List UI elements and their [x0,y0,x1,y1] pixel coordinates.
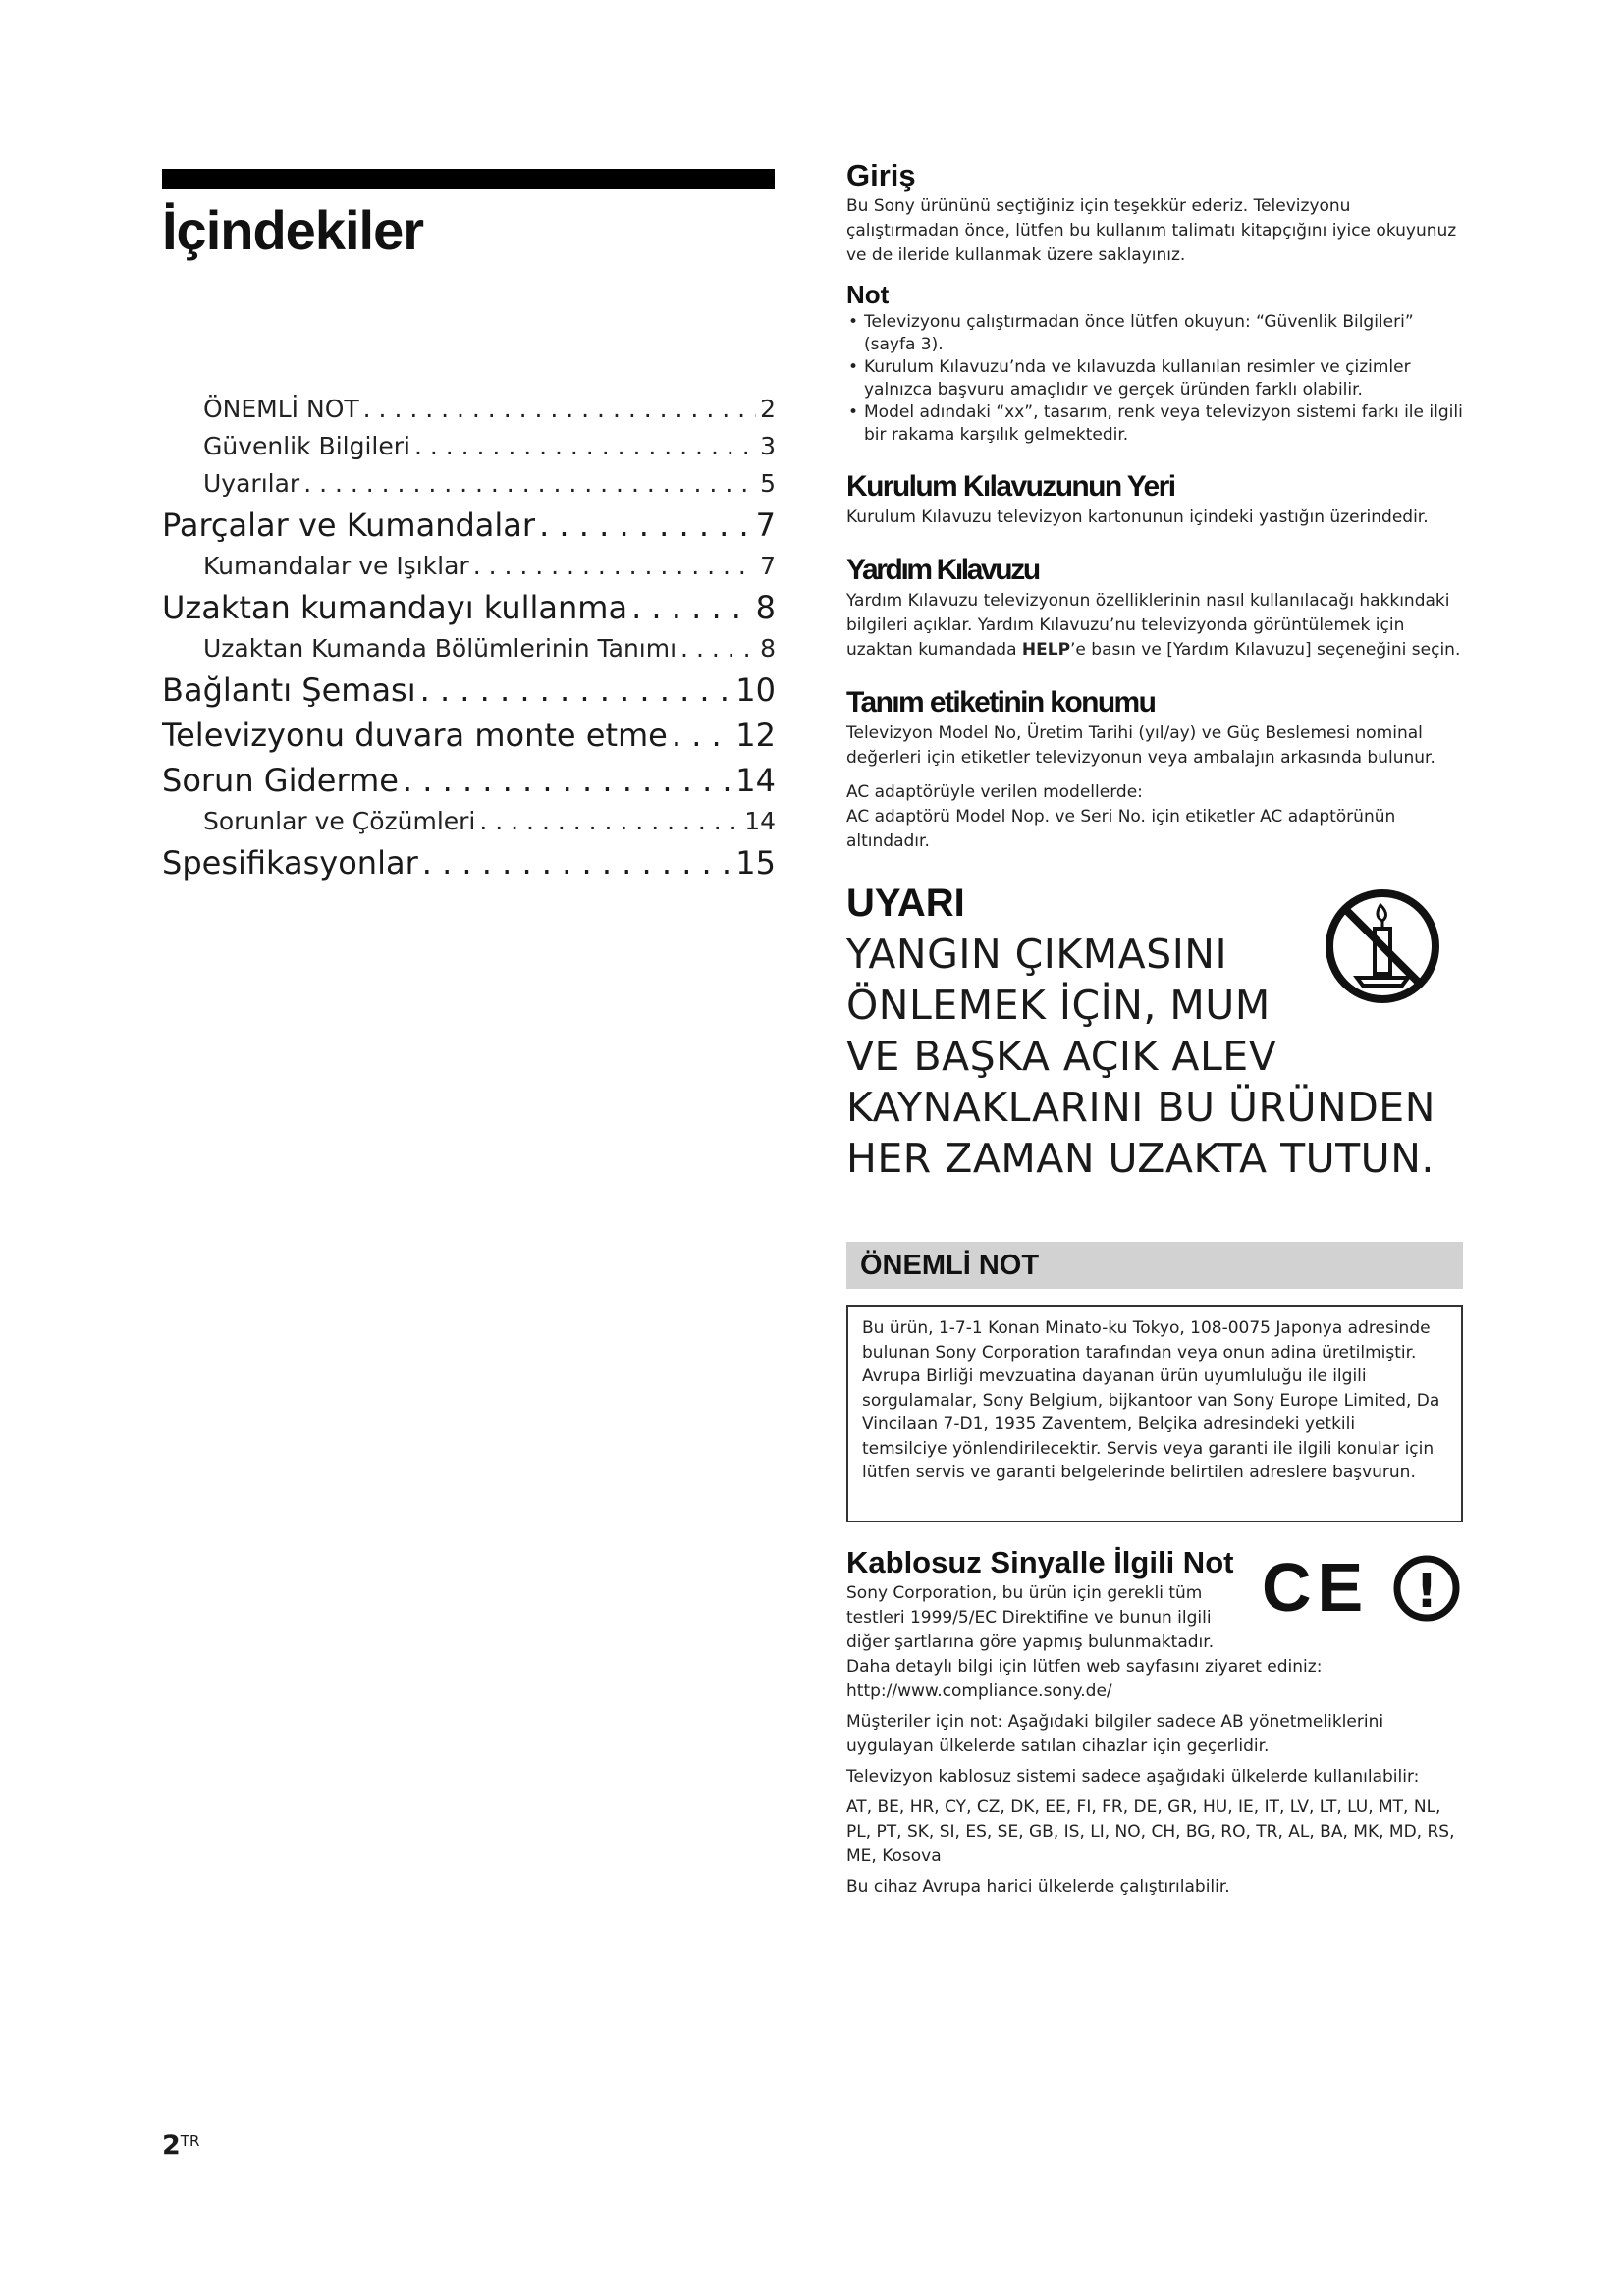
toc-entry-page: 8 [760,634,776,663]
note-list [846,311,1463,447]
wireless-text-more-info: Daha detaylı bilgi için lütfen web sayfasını ziyaret ediniz: [846,1657,1323,1677]
toc-entry-page: 5 [760,469,776,498]
toc-entry[interactable] [162,630,776,667]
toc-entry[interactable] [162,428,776,465]
help-guide-text-a: Yardım Kılavuzu televizyonun özelliklerinin nasıl kullanılacağı hakkındaki bilgileri açıklar. Yardım Kılavuzu’nu televizyonda görüntülemek için uzaktan kumandada [846,591,1450,660]
toc-entry-page: 15 [735,844,776,881]
toc-entry-label: Televizyonu duvara monte etme [162,717,668,754]
toc-entry-page: 14 [744,807,776,835]
note-heading: Not [846,280,890,309]
toc-leader-dots [473,548,756,585]
wireless-country-list: AT, BE, HR, CY, CZ, DK, EE, FI, FR, DE, GR, HU, IE, IT, LV, LT, LU, MT, NL, PL, PT, SK, SI, ES, SE, GB, IS, LI, NO, CH, BG, RO, TR, AL, BA, MK, MD, RS, ME, Kosova [846,1797,1455,1866]
warning-line: KAYNAKLARINI BU ÜRÜNDEN [846,1084,1435,1131]
ac-adapter-text: AC adaptörü Model Nop. ve Seri No. için etiketler AC adaptörünün altındadır. [846,807,1396,851]
language-code: TR [180,2132,200,2150]
toc-leader-dots [303,465,756,503]
alert-mark-text: ! [1416,1564,1437,1619]
page-number [162,2130,199,2161]
note-item: • Kurulum Kılavuzu’nda ve kılavuzda kullanılan resimler ve çizimler yalnızca başvuru amaçlıdır ve gerçek üründen farklı olabilir. [846,356,1463,401]
toc-entry-label: Spesifikasyonlar [162,844,418,881]
toc-entry-label: ÖNEMLİ NOT [203,395,359,423]
help-guide-text [846,589,1463,663]
toc-entry[interactable] [162,503,776,548]
toc-entry-label: Uzaktan Kumanda Bölümlerinin Tanımı [203,634,677,663]
toc-entry[interactable] [162,803,776,840]
intro-text: Bu Sony ürününü seçtiğiniz için teşekkür ederiz. Televizyonu çalıştırmadan önce, lütfen bu kullanım talimatı kitapçığını iyice okuyunuz ve de ileride kullanmak üzere saklayınız. [846,196,1457,265]
toc-entry[interactable] [162,585,776,630]
toc-leader-dots [539,503,752,548]
table-of-contents [162,391,776,885]
toc-entry-label: Bağlantı Şeması [162,671,416,709]
toc-leader-dots [479,803,740,840]
ce-mark-text: CE [1262,1552,1370,1623]
no-candle-icon [1324,887,1441,1005]
toc-entry-label: Uzaktan kumandayı kullanma [162,589,628,626]
label-location-section [846,684,1463,854]
help-key: HELP [1021,640,1071,660]
toc-leader-dots [414,428,756,465]
setup-guide-text: Kurulum Kılavuzu televizyon kartonunun içindeki yastığın üzerindedir. [846,507,1429,527]
help-guide-section [846,552,1463,663]
toc-entry-page: 3 [760,432,776,460]
ce-mark-icon [1262,1552,1463,1623]
toc-leader-dots [672,713,731,758]
warning-line: HER ZAMAN UZAKTA TUTUN. [846,1135,1435,1182]
toc-leader-dots [680,630,756,667]
toc-entry-page: 2 [760,395,776,423]
toc-entry[interactable] [162,758,776,803]
toc-entry-label: Parçalar ve Kumandalar [162,507,536,544]
warning-line: VE BAŞKA AÇIK ALEV [846,1033,1277,1080]
wireless-text-compliance: Sony Corporation, bu ürün için gerekli tüm testleri 1999/5/EC Direktifine ve bunun ilgili diğer şartlarına göre yapmış bulunmaktadır. [846,1583,1215,1652]
toc-entry-page: 7 [760,552,776,580]
wireless-section [846,1544,1463,1899]
toc-leader-dots [363,391,756,428]
wireless-text-outside-eu: Bu cihaz Avrupa harici ülkelerde çalıştırılabilir. [846,1877,1230,1896]
toc-entry-page: 7 [755,507,776,544]
wireless-text-countries-intro: Televizyon kablosuz sistemi sadece aşağıdaki ülkelerde kullanılabilir: [846,1767,1420,1787]
toc-entry-label: Uyarılar [203,469,300,498]
toc-title-bar [162,169,775,189]
toc-entry[interactable] [162,548,776,585]
toc-entry-label: Güvenlik Bilgileri [203,432,410,460]
toc-entry[interactable] [162,667,776,713]
toc-entry-page: 12 [735,717,776,754]
toc-title: İçindekiler [162,199,424,261]
toc-leader-dots [631,585,752,630]
warning-line: YANGIN ÇIKMASINI [846,931,1228,978]
toc-entry[interactable] [162,840,776,885]
wireless-heading: Kablosuz Sinyalle İlgili Not [846,1545,1234,1579]
toc-entry-page: 14 [735,762,776,799]
toc-entry-page: 10 [735,671,776,709]
important-note-heading: ÖNEMLİ NOT [846,1242,1463,1289]
toc-entry[interactable] [162,465,776,503]
setup-guide-section [846,468,1463,530]
help-guide-text-b: ’e basın ve [Yardım Kılavuzu] seçeneğini seçin. [1070,640,1461,660]
note-item: • Televizyonu çalıştırmadan önce lütfen okuyun: “Güvenlik Bilgileri” (sayfa 3). [846,311,1463,356]
toc-leader-dots [403,758,731,803]
help-guide-heading: Yardım Kılavuzu [846,554,1039,586]
toc-entry-page: 8 [755,589,776,626]
right-column [846,157,1463,1899]
warning-heading: UYARI [846,881,965,925]
note-section [846,278,1463,447]
toc-entry-label: Kumandalar ve Işıklar [203,552,469,580]
compliance-url: http://www.compliance.sony.de/ [846,1682,1112,1701]
setup-guide-heading: Kurulum Kılavuzunun Yeri [846,470,1175,503]
warning-section [846,878,1463,1182]
toc-leader-dots [420,667,732,713]
toc-entry[interactable] [162,713,776,758]
intro-section [846,157,1463,268]
ac-adapter-heading: AC adaptörüyle verilen modellerde: [846,782,1143,802]
important-note-text: Bu ürün, 1-7-1 Konan Minato-ku Tokyo, 108-0075 Japonya adresinde bulunan Sony Corporation tarafından veya onun adina üretilmiştir. Avrupa Birliği mevzuatina dayanan ürün uyumluluğu ile ilgili sorgulamalar, Sony Belgium, bijkantoor van Sony Europe Limited, Da Vincilaan 7-D1, 1935 Zaventem, Belçika adresindeki yetkili temsilciye yönlendirilecektir. Servis veya garanti ile ilgili konular için lütfen servis ve garanti belgelerinde belirtilen adreslere başvurun. [862,1318,1440,1482]
label-location-heading: Tanım etiketinin konumu [846,686,1156,719]
important-note-box [846,1305,1463,1522]
label-location-text: Televizyon Model No, Üretim Tarihi (yıl/ay) ve Güç Beslemesi nominal değerleri için etiketler televizyonun veya ambalajın arkasında bulunur. [846,723,1435,768]
toc-entry[interactable] [162,391,776,428]
toc-leader-dots [422,840,732,885]
intro-heading: Giriş [846,158,916,192]
warning-line: ÖNLEMEK İÇİN, MUM [846,982,1271,1029]
wireless-text-customers: Müşteriler için not: Aşağıdaki bilgiler sadece AB yönetmeliklerini uygulayan ülkelerde satılan cihazlar için geçerlidir. [846,1712,1384,1756]
toc-entry-label: Sorunlar ve Çözümleri [203,807,476,835]
toc-entry-label: Sorun Giderme [162,762,399,799]
note-item: • Model adındaki “xx”, tasarım, renk veya televizyon sistemi farkı ile ilgili bir rakama karşılık gelmektedir. [846,401,1463,447]
page-number-value: 2 [162,2130,181,2161]
